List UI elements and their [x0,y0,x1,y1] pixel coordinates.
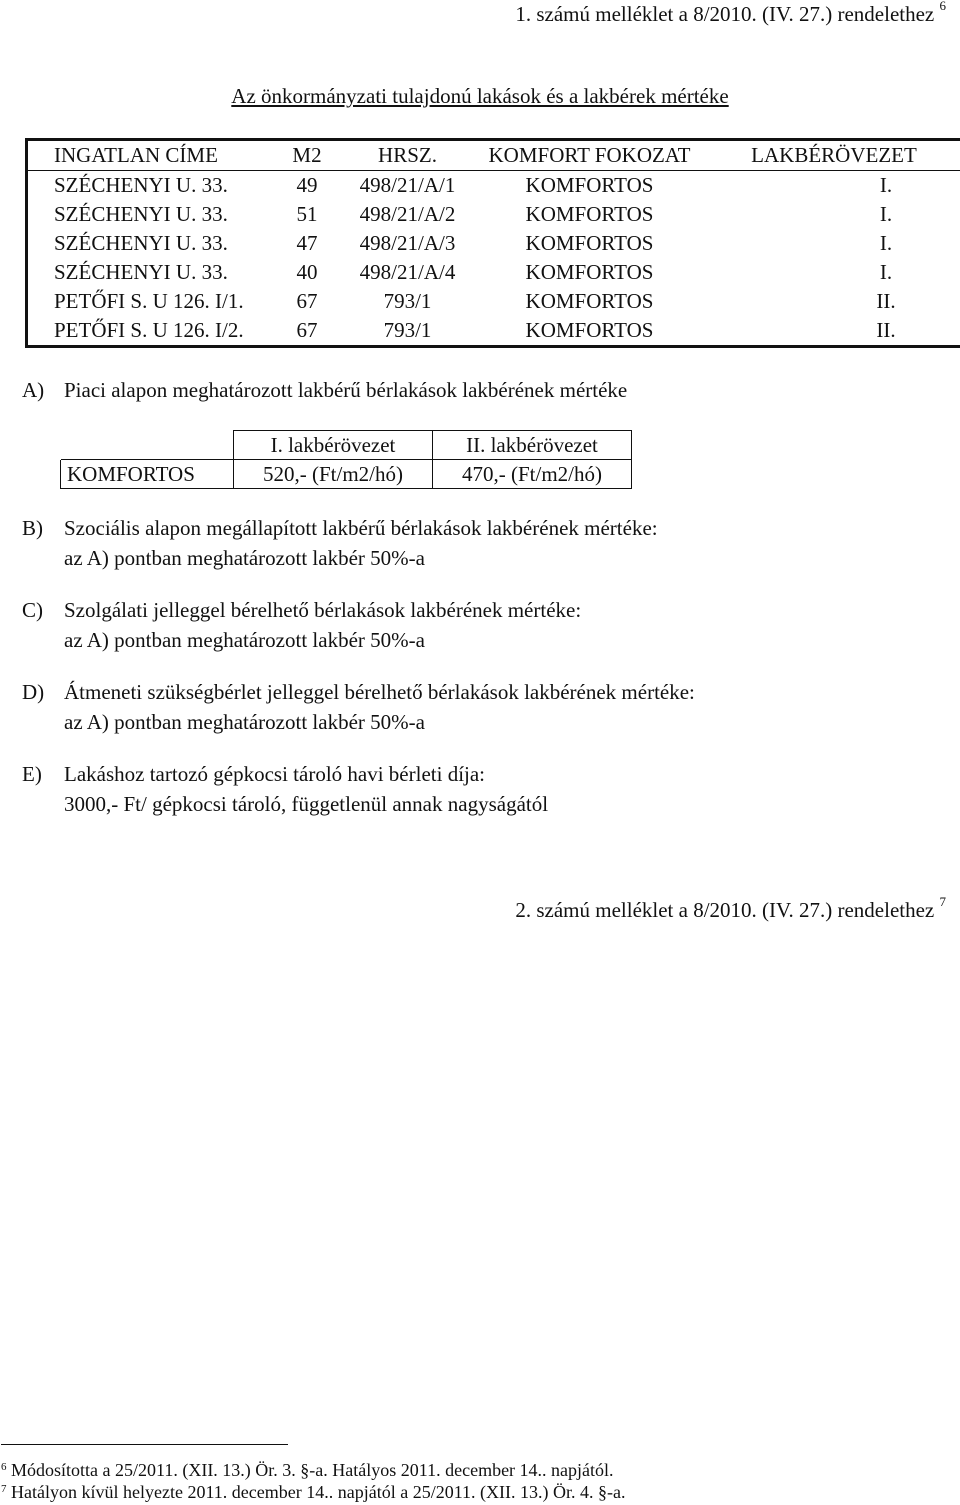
section-d-line-2: az A) pontban meghatározott lakbér 50%-a [64,710,425,734]
cell-m2: 67 [296,318,318,342]
table-row [27,258,960,287]
cell-comfort: KOMFORTOS [525,173,654,197]
section-d-line-1: Átmeneti szükségbérlet jelleggel bérelhető bérlakások lakbérének mértéke: [64,680,695,704]
section-e-line-2: 3000,- Ft/ gépkocsi tároló, függetlenül annak nagyságától [64,792,549,816]
annex-2-heading-text: 2. számú melléklet a 8/2010. (IV. 27.) rendelethez [515,898,935,922]
table-row [61,460,632,489]
table-row [27,287,960,316]
cell-rent-zone: II. [876,289,896,313]
properties-header-row [27,140,960,171]
annex-1-footnote-ref[interactable]: 6 [939,0,946,13]
cell-rent-zone: I. [879,173,893,197]
cell-comfort: KOMFORTOS [525,289,654,313]
table-row [27,200,960,229]
cell-address: PETŐFI S. U 126. I/2. [54,318,244,342]
footnote-6-number: 6 [1,1461,7,1473]
footnote-6-text: Módosította a 25/2011. (XII. 13.) Ör. 3. §-a. Hatályos 2011. december 14.. napjától. [11,1460,614,1480]
section-a-letter: A) [22,378,45,402]
cell-address: SZÉCHENYI U. 33. [54,260,228,284]
cell-rent-zone: I. [879,202,893,226]
footnote-separator [1,1444,288,1445]
section-b-letter: B) [22,516,43,540]
section-c-letter: C) [22,598,43,622]
section-e [22,759,548,819]
cell-m2: 40 [296,260,318,284]
cell-hrsz: 498/21/A/4 [359,260,456,284]
section-a [22,375,627,405]
cell-comfort: KOMFORTOS [525,260,654,284]
section-b [22,513,658,573]
cell-hrsz: 498/21/A/1 [359,173,456,197]
cell-address: SZÉCHENYI U. 33. [54,202,228,226]
cell-address: SZÉCHENYI U. 33. [54,231,228,255]
footnote-7-text: Hatályon kívül helyezte 2011. december 14.. napjától a 25/2011. (XII. 13.) Ör. 4. §-a. [11,1482,626,1502]
section-a-text: Piaci alapon meghatározott lakbérű bérlakások lakbérének mértéke [64,378,628,402]
section-d [22,677,695,737]
rent-zone-1-value: 520,- (Ft/m2/hó) [234,460,433,489]
section-d-letter: D) [22,680,45,704]
rent-zone-2-value: 470,- (Ft/m2/hó) [433,460,632,489]
annex-2-footnote-ref[interactable]: 7 [939,894,946,909]
cell-m2: 47 [296,231,318,255]
cell-comfort: KOMFORTOS [525,202,654,226]
section-b-line-1: Szociális alapon megállapított lakbérű bérlakások lakbérének mértéke: [64,516,658,540]
col-header-hrsz: HRSZ. [344,140,471,171]
section-c-line-1: Szolgálati jelleggel bérelhető bérlakások lakbérének mértéke: [64,598,582,622]
cell-m2: 51 [296,202,318,226]
section-c [22,595,581,655]
rent-corner-cell [61,431,234,460]
table-row [27,316,960,347]
footnote-7-number: 7 [1,1483,7,1495]
cell-address: SZÉCHENYI U. 33. [54,173,228,197]
cell-hrsz: 498/21/A/2 [359,202,456,226]
cell-comfort: KOMFORTOS [525,318,654,342]
col-header-comfort: KOMFORT FOKOZAT [471,140,708,171]
cell-m2: 49 [296,173,318,197]
cell-m2: 67 [296,289,318,313]
cell-comfort: KOMFORTOS [525,231,654,255]
section-e-letter: E) [22,762,42,786]
section-b-line-2: az A) pontban meghatározott lakbér 50%-a [64,546,425,570]
cell-hrsz: 793/1 [383,289,432,313]
document-title: Az önkormányzati tulajdonú lakások és a lakbérek mértéke [231,84,729,108]
properties-table [25,138,960,348]
cell-hrsz: 793/1 [383,318,432,342]
cell-hrsz: 498/21/A/3 [359,231,456,255]
footnote-6 [1,1459,614,1481]
col-header-address: INGATLAN CÍME [27,140,271,171]
rent-row-label: KOMFORTOS [61,460,234,489]
cell-rent-zone: II. [876,318,896,342]
cell-rent-zone: I. [879,260,893,284]
rent-table [60,430,632,489]
section-e-line-1: Lakáshoz tartozó gépkocsi tároló havi bérleti díja: [64,762,486,786]
table-row [27,171,960,201]
footnote-7 [1,1481,626,1503]
cell-rent-zone: I. [879,231,893,255]
annex-1-heading-text: 1. számú melléklet a 8/2010. (IV. 27.) rendelethez [515,2,935,26]
rent-zone-1-header: I. lakbérövezet [234,431,433,460]
table-row [27,229,960,258]
annex-2-heading [515,894,946,923]
annex-1-heading [515,2,946,27]
section-c-line-2: az A) pontban meghatározott lakbér 50%-a [64,628,425,652]
cell-address: PETŐFI S. U 126. I/1. [54,289,244,313]
col-header-rent-zone: LAKBÉRÖVEZET [708,140,960,171]
rent-zone-2-header: II. lakbérövezet [433,431,632,460]
col-header-m2: M2 [270,140,344,171]
rent-header-row [61,431,632,460]
